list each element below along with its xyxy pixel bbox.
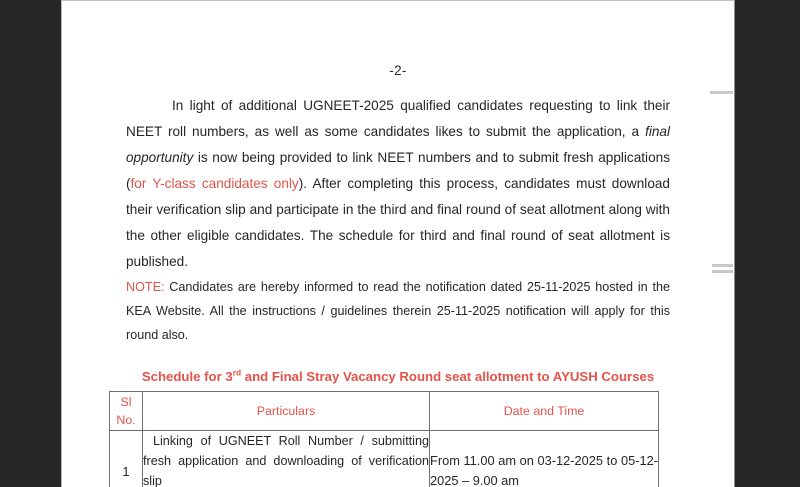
page-content	[62, 1, 734, 487]
table-cell-date-time	[430, 431, 659, 487]
main-paragraph	[126, 93, 670, 275]
schedule-title-before: Schedule for 3	[141, 369, 233, 384]
schedule-title-after: and Final Stray Vacancy Round seat allotment to AYUSH Courses	[241, 369, 655, 384]
schedule-table	[109, 391, 659, 487]
table-header-sl-no	[110, 392, 143, 431]
document-page	[61, 0, 735, 487]
paragraph-red-phrase: for Y-class candidates only	[130, 176, 299, 191]
paragraph-lead: In light of additional UGNEET-2025 qualified candidates requesting to link their NEET roll numbers, as well as some candidates likes to submit the application, a	[126, 98, 670, 139]
schedule-title-superscript: rd	[232, 367, 242, 378]
paragraph-tail: ). After completing this process, candidates must download their verification slip and participate in the third and final round of seat allotment along with the other eligible candidates. The schedule for third and final round of seat allotment is published.	[126, 176, 670, 269]
scan-artifact-mark	[710, 91, 733, 94]
viewer-gutter-left	[0, 0, 60, 487]
table-header-sl-line2: No.	[116, 413, 136, 427]
table-header-sl-line1: Sl	[120, 395, 132, 409]
table-row	[110, 431, 659, 487]
table-cell-particulars	[143, 431, 430, 487]
table-header-row	[110, 392, 659, 431]
note-paragraph	[126, 275, 670, 347]
table-header-particulars: Particulars	[143, 392, 430, 431]
table-cell-particulars-text: Linking of UGNEET Roll Number / submitting fresh application and downloading of verification slip	[143, 434, 429, 487]
viewer-gutter-right	[736, 0, 800, 487]
scan-artifact-mark	[712, 270, 733, 273]
paragraph-middle: is now being provided to link NEET numbers and to submit fresh applications (	[126, 150, 670, 191]
note-text: Candidates are hereby informed to read the notification dated 25-11-2025 hosted in the KEA Website. All the instructions / guidelines therein 25-11-2025 notification will apply for this round also.	[126, 280, 670, 342]
table-header-date-time: Date and Time	[430, 392, 659, 431]
page-number: -2-	[389, 63, 407, 78]
scan-artifact-mark	[712, 264, 733, 267]
schedule-title	[62, 369, 734, 384]
table-cell-date-time-text: From 11.00 am on 03-12-2025 to 05-12-2025 – 9.00 am	[430, 453, 658, 487]
paragraph-italic-phrase: final opportunity	[126, 124, 670, 165]
table-cell-sl: 1	[110, 431, 143, 487]
note-label: NOTE:	[126, 280, 165, 294]
